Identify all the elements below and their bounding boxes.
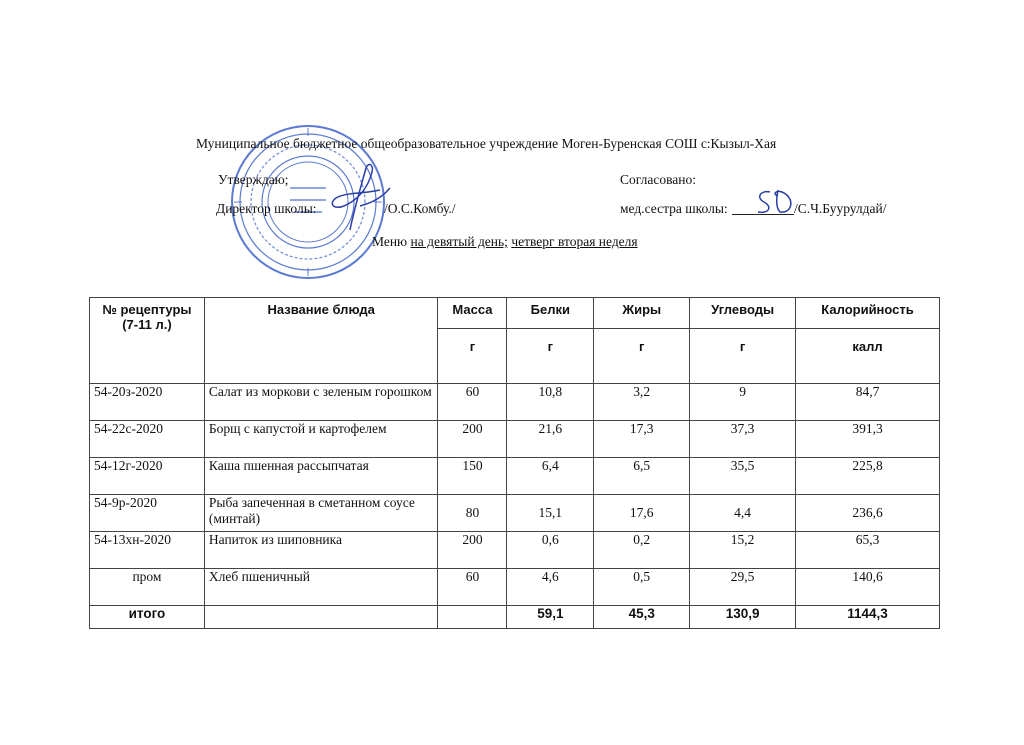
agreed-label: Согласовано: — [620, 172, 696, 187]
nurse-signature-icon — [752, 184, 798, 218]
carbs-value: 9 — [690, 384, 796, 421]
total-empty-dish — [204, 606, 438, 629]
calories-value: 236,6 — [796, 495, 940, 532]
protein-value: 6,4 — [507, 458, 594, 495]
table-row — [90, 569, 940, 606]
header-fat: Жиры — [594, 298, 690, 329]
table-row — [90, 458, 940, 495]
nurse-label: мед.сестра школы: — [620, 201, 728, 216]
header-dish: Название блюда — [204, 298, 438, 384]
table-row — [90, 532, 940, 569]
unit-protein: г — [438, 329, 507, 384]
table-row — [90, 495, 940, 532]
dish-name: Хлеб пшеничный — [204, 569, 438, 606]
mass-value: 60 — [438, 569, 507, 606]
organization-name: Муниципальное бюджетное общеобразовательное учреждение Моген-Буренская СОШ с:Кызыл-Хая — [196, 136, 777, 151]
dish-name: Напиток из шиповника — [204, 532, 438, 569]
protein-value: 15,1 — [507, 495, 594, 532]
protein-value: 0,6 — [507, 532, 594, 569]
menu-week: четверг вторая неделя — [511, 234, 638, 249]
total-empty-mass — [438, 606, 507, 629]
menu-table — [89, 297, 940, 629]
director-name: /О.С.Комбу./ — [384, 201, 456, 216]
calories-value: 140,6 — [796, 569, 940, 606]
fat-value: 17,3 — [594, 421, 690, 458]
protein-value: 4,6 — [507, 569, 594, 606]
unit-calories: калл — [796, 329, 940, 384]
header-carbs: Углеводы — [690, 298, 796, 329]
dish-name: Салат из моркови с зеленым горошком — [204, 384, 438, 421]
table-row — [90, 421, 940, 458]
menu-day: на девятый день; — [410, 234, 508, 249]
carbs-value: 35,5 — [690, 458, 796, 495]
protein-value: 21,6 — [507, 421, 594, 458]
carbs-value: 37,3 — [690, 421, 796, 458]
recipe-code: 54-12г-2020 — [90, 458, 205, 495]
dish-name: Рыба запеченная в сметанном соусе (минтай) — [204, 495, 438, 532]
mass-value: 200 — [438, 532, 507, 569]
recipe-code: пром — [90, 569, 205, 606]
recipe-code: 54-13хн-2020 — [90, 532, 205, 569]
calories-value: 225,8 — [796, 458, 940, 495]
dish-name: Каша пшенная рассыпчатая — [204, 458, 438, 495]
carbs-value: 15,2 — [690, 532, 796, 569]
total-carbs: 130,9 — [690, 606, 796, 629]
unit-fat: г — [507, 329, 594, 384]
fat-value: 0,5 — [594, 569, 690, 606]
nurse-signature-line — [732, 214, 794, 215]
calories-value: 391,3 — [796, 421, 940, 458]
nurse-name: /С.Ч.Буурулдай/ — [794, 201, 887, 216]
header-recipe: № рецептуры (7-11 л.) — [90, 298, 205, 384]
menu-prefix: Меню — [372, 234, 411, 249]
mass-value: 80 — [438, 495, 507, 532]
mass-value: 150 — [438, 458, 507, 495]
total-label: итого — [90, 606, 205, 629]
total-calories: 1144,3 — [796, 606, 940, 629]
recipe-code: 54-9р-2020 — [90, 495, 205, 532]
calories-value: 65,3 — [796, 532, 940, 569]
director-label: Директор школы: — [216, 201, 317, 216]
carbs-value: 29,5 — [690, 569, 796, 606]
unit-carbs: г — [594, 329, 690, 384]
header-calories: Калорийность — [796, 298, 940, 329]
mass-value: 200 — [438, 421, 507, 458]
header-mass: Масса — [438, 298, 507, 329]
total-row — [90, 606, 940, 629]
fat-value: 0,2 — [594, 532, 690, 569]
carbs-value: 4,4 — [690, 495, 796, 532]
fat-value: 17,6 — [594, 495, 690, 532]
table-row — [90, 384, 940, 421]
header-protein: Белки — [507, 298, 594, 329]
protein-value: 10,8 — [507, 384, 594, 421]
menu-title — [372, 234, 638, 250]
fat-value: 6,5 — [594, 458, 690, 495]
calories-value: 84,7 — [796, 384, 940, 421]
approved-label: Утверждаю; — [218, 172, 289, 187]
director-signature-icon — [320, 160, 400, 232]
recipe-code: 54-22с-2020 — [90, 421, 205, 458]
mass-value: 60 — [438, 384, 507, 421]
unit-carbs-2: г — [690, 329, 796, 384]
recipe-code: 54-20з-2020 — [90, 384, 205, 421]
fat-value: 3,2 — [594, 384, 690, 421]
total-protein: 59,1 — [507, 606, 594, 629]
total-fat: 45,3 — [594, 606, 690, 629]
dish-name: Борщ с капустой и картофелем — [204, 421, 438, 458]
